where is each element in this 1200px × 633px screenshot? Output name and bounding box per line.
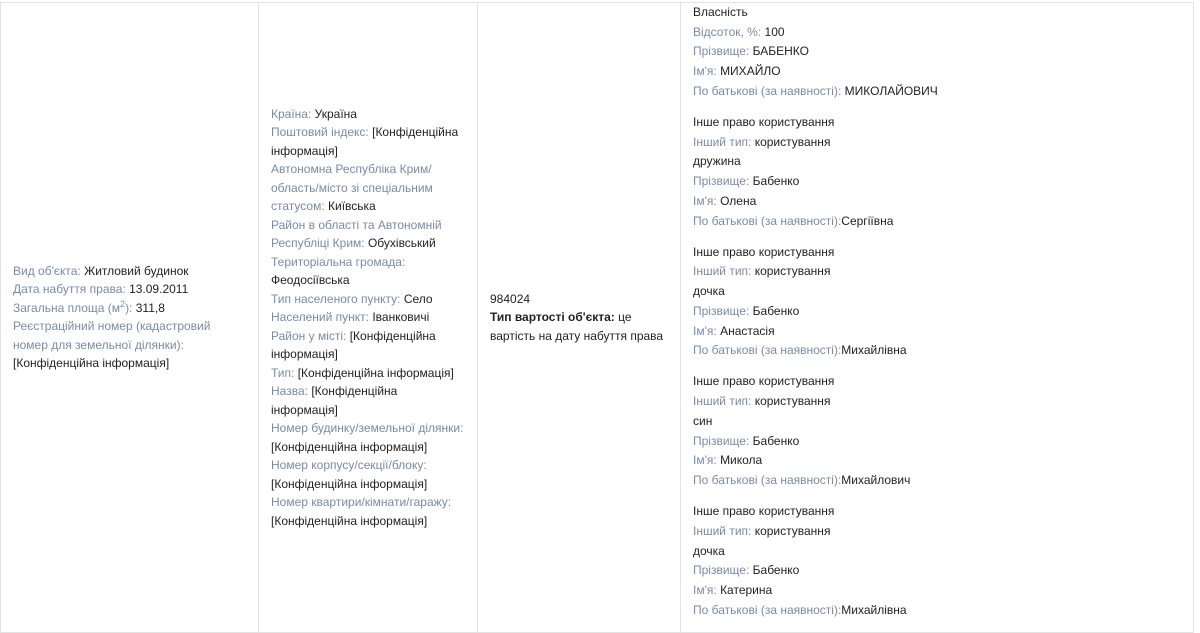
user-surname-label: Прізвище: <box>693 174 750 189</box>
usage-type-value: користування <box>754 394 831 409</box>
user-name-value: Микола <box>720 453 763 468</box>
relation-value: дочка <box>693 284 725 299</box>
country-value: Україна <box>314 106 357 121</box>
cost-type-label: Тип вартості об'єкта: <box>490 310 615 325</box>
rights-cell <box>681 3 1194 633</box>
settlement-type-value: Село <box>403 291 433 306</box>
city-district-value: [Конфіденційна інформація] <box>271 328 436 362</box>
user-patronymic-value: Сергіївна <box>841 213 894 228</box>
user-surname-value: Бабенко <box>752 563 800 578</box>
user-name-label: Ім'я: <box>693 582 717 597</box>
user-surname-label: Прізвище: <box>693 303 750 318</box>
street-type-label: Тип: <box>271 365 295 380</box>
owner-name-label: Ім'я: <box>693 64 717 79</box>
usage-type-label: Інший тип: <box>693 134 752 149</box>
region-value: Київська <box>328 199 376 214</box>
user-patronymic-value: Михайлівна <box>841 343 907 358</box>
relation-value: дочка <box>693 543 725 558</box>
region-label: Автономна Республіка Крим/ область/місто зі спеціальним статусом: <box>271 162 433 214</box>
owner-patronymic-value: МИКОЛАЙОВИЧ <box>844 83 938 98</box>
usage-type-value: користування <box>754 523 831 538</box>
city-district-label: Район у місті: <box>271 328 347 343</box>
user-name-label: Ім'я: <box>693 323 717 338</box>
relation-value: дружина <box>693 154 741 169</box>
country-label: Країна: <box>271 106 312 121</box>
owner-surname-label: Прізвище: <box>693 44 750 59</box>
cost-cell <box>478 3 681 633</box>
share-percent-value: 100 <box>764 24 785 39</box>
usage-right-title: Інше право користування <box>693 115 835 130</box>
apartment-number-label: Номер квартири/кімнати/гаражу: <box>271 495 452 510</box>
share-percent-label: Відсоток, %: <box>693 24 762 39</box>
community-value: Феодосіївська <box>271 273 350 288</box>
cost-amount: 984024 <box>490 291 531 306</box>
registration-number-value: [Конфіденційна інформація] <box>13 356 170 371</box>
user-name-value: Катерина <box>720 582 773 597</box>
user-surname-value: Бабенко <box>752 303 800 318</box>
apartment-number-value: [Конфіденційна інформація] <box>271 513 428 528</box>
usage-right-title: Інше право користування <box>693 504 835 519</box>
building-number-label: Номер корпусу/секції/блоку: <box>271 458 427 473</box>
user-patronymic-label: По батькові (за наявності): <box>693 213 842 228</box>
usage-right-block <box>693 113 1181 231</box>
user-name-label: Ім'я: <box>693 193 717 208</box>
postal-code-label: Поштовий індекс: <box>271 125 369 140</box>
user-name-value: Анастасія <box>720 323 775 338</box>
ownership-title: Власність <box>693 5 748 19</box>
user-name-label: Ім'я: <box>693 453 717 468</box>
object-type-label: Вид об'єкта: <box>13 263 81 278</box>
cost-type-value: це вартість на дату набуття права <box>490 310 664 343</box>
settlement-label: Населений пункт: <box>271 310 369 325</box>
object-cell <box>1 3 259 633</box>
user-surname-label: Прізвище: <box>693 433 750 448</box>
user-surname-value: Бабенко <box>752 433 800 448</box>
community-label: Територіальна громада: <box>271 254 406 269</box>
settlement-value: Іванковичі <box>372 310 430 325</box>
usage-type-label: Інший тип: <box>693 394 752 409</box>
relation-value: син <box>693 413 713 428</box>
usage-right-title: Інше право користування <box>693 244 835 259</box>
ownership-block <box>693 3 1181 102</box>
area-label: Загальна площа $(м^2)$: <box>13 298 133 315</box>
user-patronymic-label: По батькові (за наявності): <box>693 602 842 617</box>
usage-right-title: Інше право користування <box>693 374 835 389</box>
address-cell <box>259 3 478 633</box>
building-number-value: [Конфіденційна інформація] <box>271 476 428 491</box>
table-row <box>1 3 1194 633</box>
street-name-label: Назва: <box>271 384 308 399</box>
usage-right-block <box>693 502 1181 620</box>
owner-patronymic-label: По батькові (за наявності): <box>693 83 842 98</box>
user-surname-value: Бабенко <box>752 174 800 189</box>
district-value: Обухівський <box>367 236 436 251</box>
house-number-label: Номер будинку/земельної ділянки: <box>271 421 464 436</box>
owner-surname-value: БАБЕНКО <box>752 44 809 59</box>
user-patronymic-value: Михайлівна <box>841 602 907 617</box>
usage-right-block <box>693 372 1181 490</box>
user-name-value: Олена <box>720 193 757 208</box>
usage-right-block <box>693 243 1181 361</box>
postal-code-value: [Конфіденційна інформація] <box>271 125 459 158</box>
user-patronymic-label: По батькові (за наявності): <box>693 343 842 358</box>
usage-type-label: Інший тип: <box>693 523 752 538</box>
declaration-table <box>0 2 1194 633</box>
owner-name-value: МИХАЙЛО <box>720 64 781 79</box>
street-name-value: [Конфіденційна інформація] <box>271 384 398 417</box>
usage-type-value: користування <box>754 264 831 279</box>
settlement-type-label: Тип населеного пункту: <box>271 291 401 306</box>
house-number-value: [Конфіденційна інформація] <box>271 439 428 454</box>
registration-number-label: Реєстраційний номер (кадастровий номер для земельної ділянки): <box>13 319 211 352</box>
object-type-value: Житловий будинок <box>84 263 189 278</box>
user-patronymic-value: Михайлович <box>841 472 911 487</box>
user-patronymic-label: По батькові (за наявності): <box>693 472 842 487</box>
user-surname-label: Прізвище: <box>693 563 750 578</box>
district-label: Район в області та Автономній Республіці Крим: <box>271 217 442 251</box>
street-type-value: [Конфіденційна інформація] <box>297 365 454 380</box>
acquisition-date-label: Дата набуття права: <box>13 282 126 297</box>
usage-type-label: Інший тип: <box>693 264 752 279</box>
acquisition-date-value: 13.09.2011 <box>129 282 189 297</box>
usage-type-value: користування <box>754 134 831 149</box>
area-value: 311,8 <box>135 300 165 315</box>
